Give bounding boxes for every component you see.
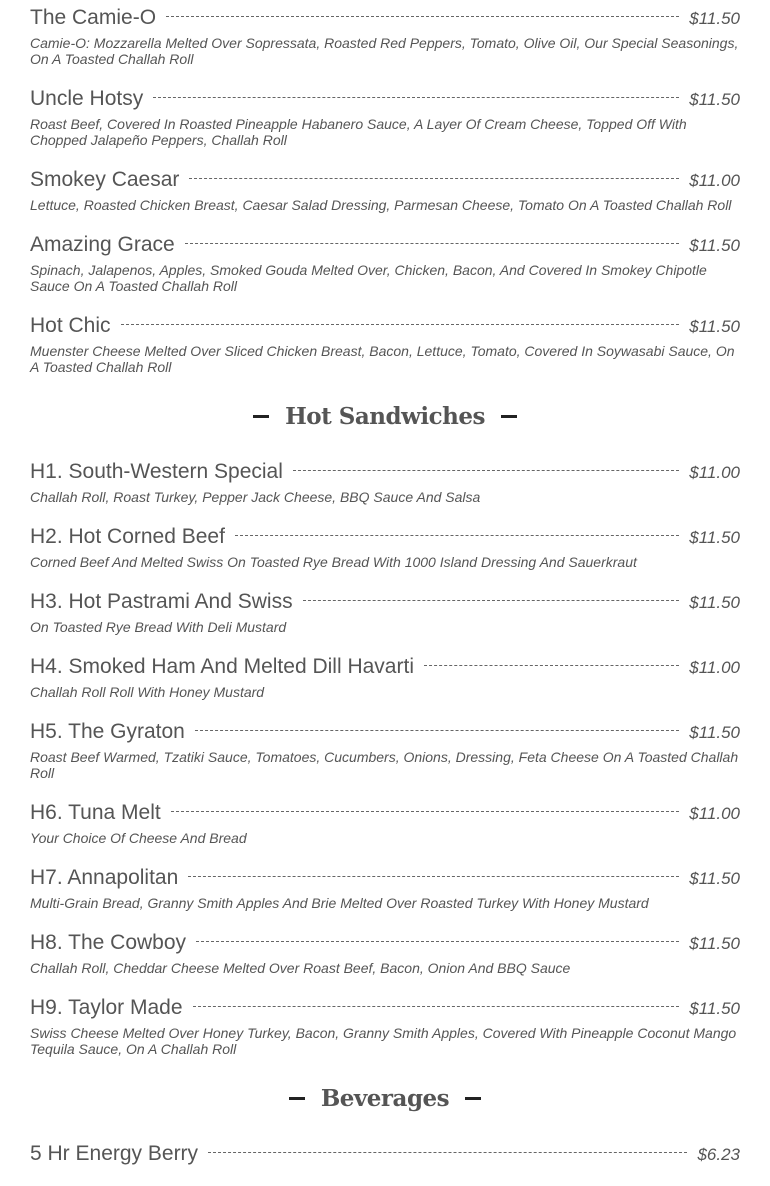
dotted-leader <box>235 535 679 536</box>
menu-item-price: $11.50 <box>689 317 740 336</box>
menu-item-price: $11.50 <box>689 593 740 612</box>
menu-item <box>30 583 740 635</box>
menu-item-name: H2. Hot Corned Beef <box>30 525 225 548</box>
menu-item-name: H3. Hot Pastrami And Swiss <box>30 590 293 613</box>
dotted-leader <box>153 97 679 98</box>
dotted-leader <box>171 811 680 812</box>
menu-item-header <box>30 161 740 199</box>
menu-item-header <box>30 713 740 751</box>
menu-item <box>30 307 740 375</box>
menu-item-name: H6. Tuna Melt <box>30 801 161 824</box>
section-divider-left <box>289 1097 305 1100</box>
menu-item <box>30 713 740 781</box>
menu-item-description: Challah Roll, Cheddar Cheese Melted Over Roast Beef, Bacon, Onion And BBQ Sauce <box>30 960 571 976</box>
menu-item <box>30 859 740 911</box>
dotted-leader <box>166 16 679 17</box>
dotted-leader <box>189 178 679 179</box>
menu-item-header <box>30 583 740 621</box>
menu-item-name: H1. South-Western Special <box>30 460 283 483</box>
menu-item-header <box>30 518 740 556</box>
menu-item-price: $11.50 <box>689 528 740 547</box>
dotted-leader <box>193 1006 680 1007</box>
menu-item-header <box>30 924 740 962</box>
menu-item-description: Swiss Cheese Melted Over Honey Turkey, Bacon, Granny Smith Apples, Covered With Pineapple Coconut Mango Tequila Sauce, On A Challah Roll <box>30 1025 737 1057</box>
section-heading <box>30 1077 740 1119</box>
menu-item-description: Challah Roll Roll With Honey Mustard <box>30 684 265 700</box>
menu-item-name: Hot Chic <box>30 314 111 337</box>
section-title: Hot Sandwiches <box>285 402 485 430</box>
menu-item-header <box>30 307 740 345</box>
dotted-leader <box>196 941 679 942</box>
menu-item-description: Multi-Grain Bread, Granny Smith Apples And Brie Melted Over Roasted Turkey With Honey Mustard <box>30 895 649 911</box>
menu-item <box>30 161 740 213</box>
menu-item <box>30 518 740 570</box>
section-heading <box>30 395 740 437</box>
menu-item-header <box>30 226 740 264</box>
menu-item-description: Roast Beef, Covered In Roasted Pineapple Habanero Sauce, A Layer Of Cream Cheese, Topped Off With Chopped Jalapeño Peppers, Challah Roll <box>30 116 687 148</box>
menu-item-description: On Toasted Rye Bread With Deli Mustard <box>30 619 287 635</box>
dotted-leader <box>121 324 680 325</box>
menu-item-description: Camie-O: Mozzarella Melted Over Sopressata, Roasted Red Peppers, Tomato, Olive Oil, Our Special Seasonings, On A Toasted Challah Roll <box>30 35 739 67</box>
menu-item-price: $11.50 <box>689 869 740 888</box>
menu-item-header <box>30 453 740 491</box>
menu-item-header <box>30 989 740 1027</box>
section-divider-right <box>465 1097 481 1100</box>
section-divider-left <box>253 415 269 418</box>
dotted-leader <box>293 470 679 471</box>
menu-item-description: Lettuce, Roasted Chicken Breast, Caesar Salad Dressing, Parmesan Cheese, Tomato On A Toasted Challah Roll <box>30 197 732 213</box>
menu-item-header <box>30 0 740 37</box>
menu-item-price: $11.50 <box>689 90 740 109</box>
menu-item <box>30 794 740 846</box>
dotted-leader <box>195 730 679 731</box>
menu-item-price: $11.00 <box>689 804 740 823</box>
menu-item-price: $11.50 <box>689 934 740 953</box>
dotted-leader <box>188 876 679 877</box>
menu-item <box>30 989 740 1057</box>
menu-item-name: H5. The Gyraton <box>30 720 185 743</box>
menu-item <box>30 924 740 976</box>
menu-item-header <box>30 794 740 832</box>
dotted-leader <box>424 665 679 666</box>
menu-item-header <box>30 1135 740 1173</box>
menu-item-name: H4. Smoked Ham And Melted Dill Havarti <box>30 655 414 678</box>
menu-item-name: 5 Hr Energy Berry <box>30 1142 199 1165</box>
menu-item-name: The Camie-O <box>30 6 157 29</box>
menu-item-price: $11.50 <box>689 723 740 742</box>
menu-item-price: $11.50 <box>689 9 740 28</box>
menu-item-header <box>30 648 740 686</box>
menu-item-name: Uncle Hotsy <box>30 87 144 110</box>
menu-list <box>30 0 740 1186</box>
dotted-leader <box>208 1152 687 1153</box>
menu-item <box>30 648 740 700</box>
menu-item <box>30 226 740 294</box>
section-title: Beverages <box>320 1084 450 1112</box>
menu-item-price: $11.00 <box>689 658 740 677</box>
menu-item-name: H7. Annapolitan <box>30 866 179 889</box>
menu-item-price: $6.23 <box>697 1145 740 1164</box>
menu-item-price: $11.50 <box>689 236 740 255</box>
menu-item-price: $11.50 <box>689 999 740 1018</box>
menu-item-description: Muenster Cheese Melted Over Sliced Chicken Breast, Bacon, Lettuce, Tomato, Covered In Soywasabi Sauce, On A Toasted Challah Roll <box>30 343 735 375</box>
menu-item-description: Challah Roll, Roast Turkey, Pepper Jack Cheese, BBQ Sauce And Salsa <box>30 489 481 505</box>
menu-item-name: Amazing Grace <box>30 233 175 256</box>
menu-item-name: H8. The Cowboy <box>30 931 187 954</box>
menu-item <box>30 80 740 148</box>
menu-item-header <box>30 80 740 118</box>
menu-item <box>30 453 740 505</box>
menu-item-price: $11.00 <box>689 171 740 190</box>
menu-item-name: Smokey Caesar <box>30 168 180 191</box>
dotted-leader <box>303 600 680 601</box>
menu-item-description: Corned Beef And Melted Swiss On Toasted Rye Bread With 1000 Island Dressing And Sauerkraut <box>30 554 637 570</box>
menu-item-price: $11.00 <box>689 463 740 482</box>
section-divider-right <box>501 415 517 418</box>
menu-item-header <box>30 859 740 897</box>
menu-item-description: Roast Beef Warmed, Tzatiki Sauce, Tomatoes, Cucumbers, Onions, Dressing, Feta Cheese On A Toasted Challah Roll <box>30 749 739 781</box>
dotted-leader <box>185 243 680 244</box>
menu-item <box>30 1135 740 1173</box>
menu-item <box>30 0 740 67</box>
menu-item-name: H9. Taylor Made <box>30 996 183 1019</box>
menu-item-description: Spinach, Jalapenos, Apples, Smoked Gouda Melted Over, Chicken, Bacon, And Covered In Smokey Chipotle Sauce On A Toasted Challah Roll <box>30 262 707 294</box>
menu-item-description: Your Choice Of Cheese And Bread <box>30 830 247 846</box>
